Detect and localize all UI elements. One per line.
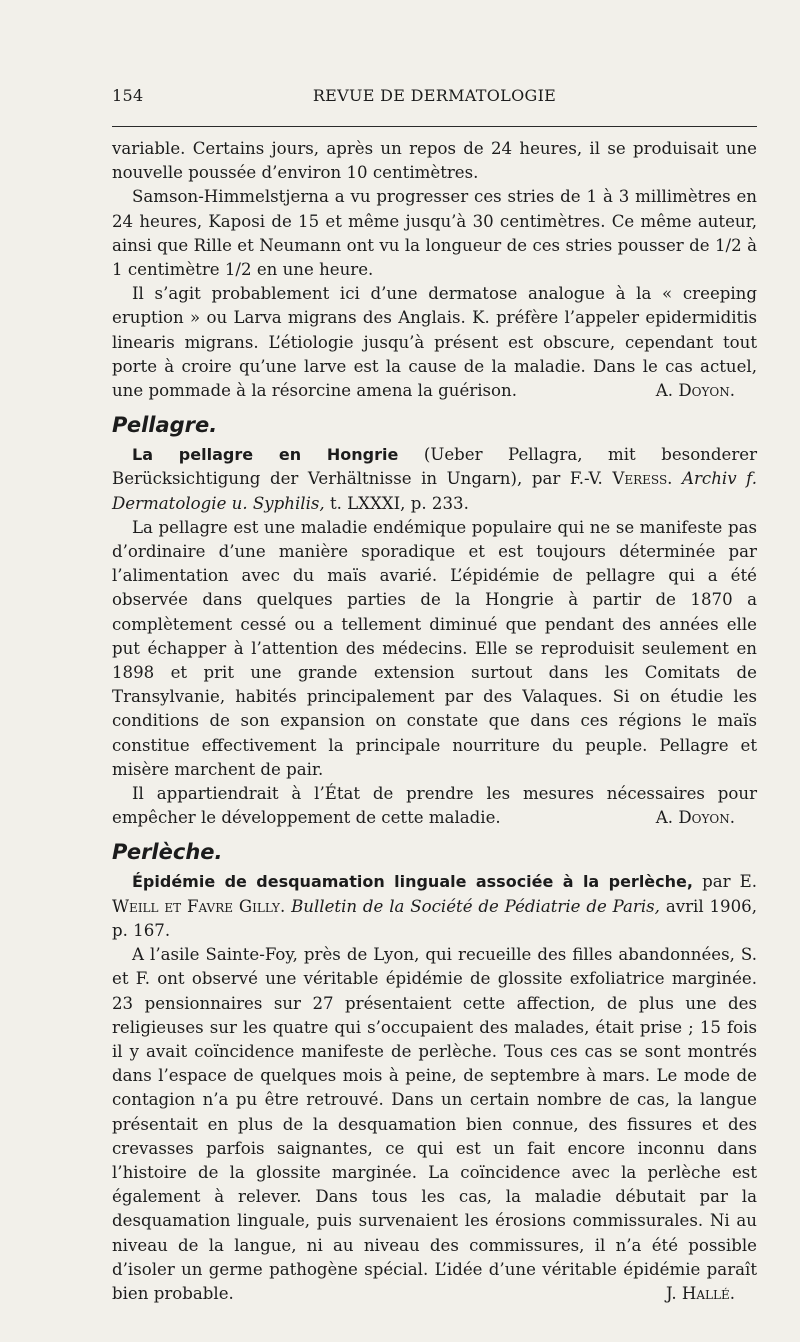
- paragraph: variable. Certains jours, après un repos de 24 heures, il se produisait une nouvelle poussée d’environ 10 centimètres.: [112, 139, 757, 183]
- section-heading: Perlèche.: [112, 840, 223, 865]
- paragraph: [112, 282, 757, 403]
- reference-text: par: [692, 872, 740, 892]
- paragraph-text: Il appartiendrait à l’État de prendre les mesures nécessaires pour empêcher le développement de cette maladie.: [112, 784, 757, 828]
- author-signature: J. Hallé.: [665, 1283, 735, 1303]
- paragraph: Samson-Himmelstjerna a vu progresser ces stries de 1 à 3 millimètres en 24 heures, Kaposi de 15 et même jusqu’à 30 centimètres. Ce même auteur, ainsi que Rille et Neumann ont vu la longueur de ces stries pousser de 1/2 à 1 centimètre 1/2 en une heure.: [112, 187, 757, 280]
- article-reference: [112, 443, 757, 516]
- paragraph: La pellagre est une maladie endémique populaire qui ne se manifeste pas d’ordinaire d’une manière sporadique et est toujours déterminée par l’alimentation avec du maïs avarié. L’épidémie de pellagre qui a été observée dans quelques parties de la Hongrie à partir de 1870 a complètement cessé ou a tellement diminué que pendant des années elle put échapper à l’attention des médecins. Elle se reproduisit seulement en 1898 et prit une grande extension surtout dans les Comitats de Transylvanie, habités principalement par des Valaques. Si on étudie les conditions de son expansion on constate que dans ces régions le maïs constitue effectivement la principale nourriture du peuple. Pellagre et misère marchent de pair.: [112, 517, 757, 779]
- section-heading: Pellagre.: [112, 413, 218, 438]
- running-header: [112, 86, 757, 112]
- paragraph: [112, 943, 757, 1306]
- author-signature: A. Doyon.: [655, 808, 735, 828]
- header-rule: [112, 126, 757, 127]
- page-number: 154: [112, 86, 144, 105]
- author-signature: A. Doyon.: [655, 381, 735, 401]
- paragraph: [112, 782, 757, 830]
- reference-author: Veress.: [612, 469, 673, 489]
- journal-page: [112, 86, 757, 1306]
- paragraph-text: Il s’agit probablement ici d’une dermatose analogue à la « creeping eruption » ou Larva migrans des Anglais. K. préfère l’appeler epidermiditis linearis migrans. L’étiologie jusqu’à présent est obscure, cependant tout porte à croire qu’une larve est la cause de la maladie. Dans le cas actuel, une pommade à la résorcine amena la guérison.: [112, 284, 757, 401]
- reference-text: (Ueber Pellagra, mit besonderer Berücksichtigung der Verhältnisse in Ungarn), par F.-V.: [112, 445, 757, 489]
- reference-journal: Bulletin de la Société de Pédiatrie de Paris,: [285, 896, 660, 916]
- article-title: La pellagre en Hongrie: [132, 445, 399, 465]
- article-title: Épidémie de desquamation linguale associée à la perlèche,: [132, 872, 693, 892]
- reference-journal: Archiv f. Dermatologie u. Syphilis,: [112, 469, 758, 513]
- running-title: REVUE DE DERMATOLOGIE: [312, 86, 557, 105]
- reference-details: avril 1906, p. 167.: [112, 896, 757, 940]
- reference-authors: E. Weill et Favre Gilly.: [112, 872, 758, 916]
- paragraph-text: A l’asile Sainte-Foy, près de Lyon, qui recueille des filles abandonnées, S. et F. ont observé une véritable épidémie de glossite exfoliatrice marginée. 23 pensionnaires sur 27 présentaient cette affection, de plus une des religieuses sur les quatre qui s’occupaient des malades, était prise ; 15 fois il y avait coïncidence manifeste de perlèche. Tous ces cas se sont montrés dans l’espace de quelques mois à peine, de septembre à mars. Le mode de contagion n’a pu être retrouvé. Dans un certain nombre de cas, la langue présentait en plus de la desquamation bien connue, des fissures et des crevasses parfois saignantes, ce qui est un fait encore inconnu dans l’histoire de la glossite marginée. La coïncidence avec la perlèche est également à relever. Dans tous les cas, la maladie débutait par la desquamation linguale, puis survenaient les érosions commissurales. Ni au niveau de la langue, ni au niveau des commissures, il n’a été possible d’isoler un germe pathogène spécial. L’idée d’une véritable épidémie paraît bien probable.: [112, 945, 757, 1303]
- article-reference: [112, 870, 757, 943]
- reference-details: t. LXXXI, p. 233.: [324, 493, 469, 513]
